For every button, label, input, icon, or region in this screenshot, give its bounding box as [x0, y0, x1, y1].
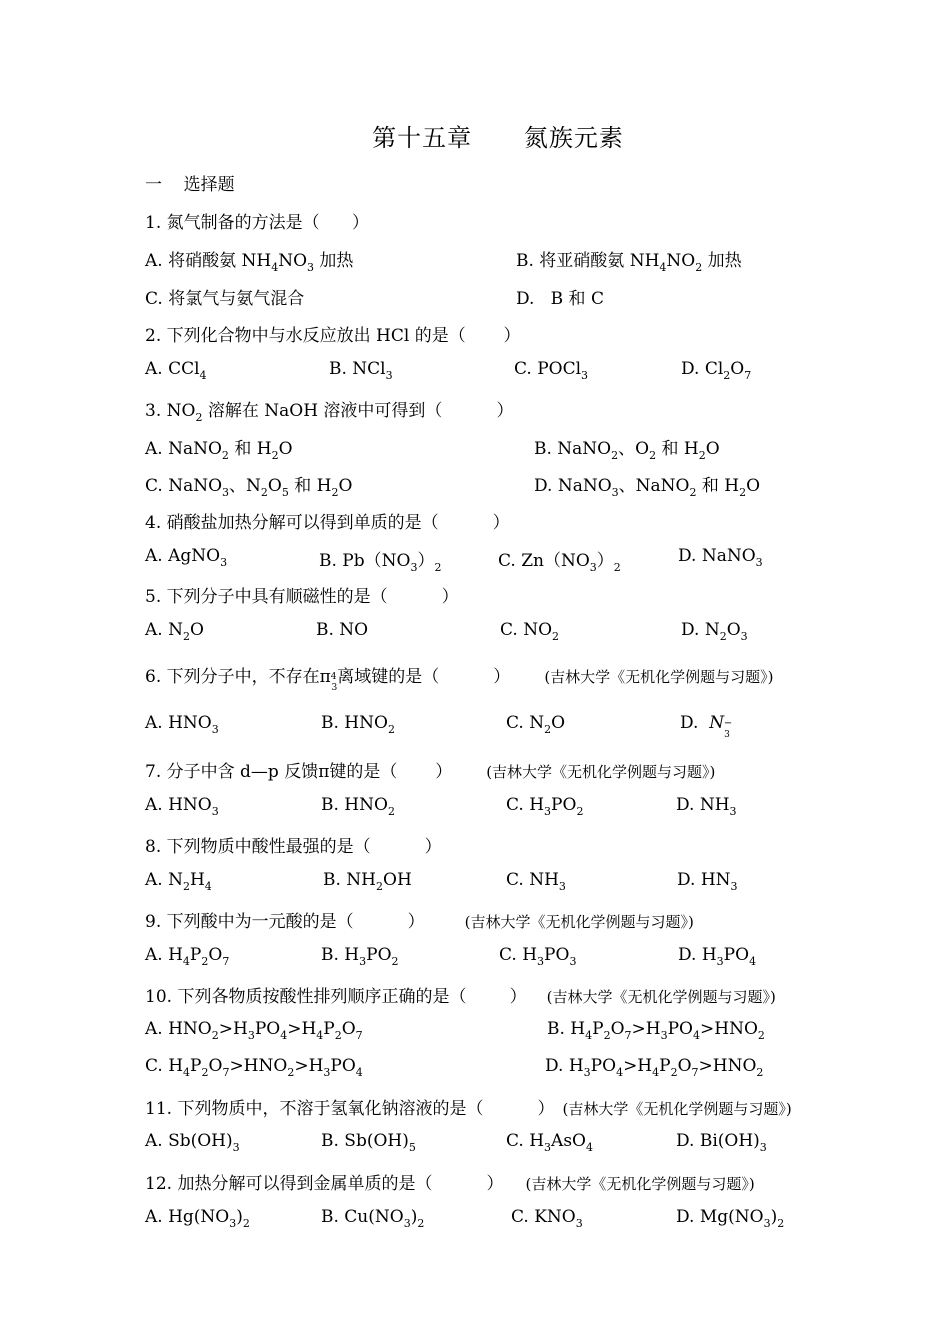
q6-text-pre: 6. 下列分子中，不存在π	[145, 667, 331, 687]
subscript: 2	[698, 449, 706, 462]
q9-option-d: D. $H_3PO_4$	[678, 945, 757, 968]
q3-option-a: A. NaNO$_2$ 和 $H_2O$	[145, 439, 293, 462]
subscript: 4	[355, 1066, 363, 1079]
q5-option-d: D. $N_2O_3$	[681, 620, 748, 643]
subscript: 4	[183, 1066, 191, 1079]
subscript: 2	[695, 261, 703, 274]
q6-option-d-formula: N	[709, 713, 725, 733]
subscript: 3	[763, 1217, 771, 1230]
q1-option-b: B. 将亚硝酸氨 $NH_4NO_2$ 加热	[516, 251, 742, 274]
subscript: 2	[723, 369, 731, 382]
q11-option-b: B. $Sb(OH)_5$	[321, 1131, 416, 1154]
q2-option-d: D. $Cl_2O_7$	[681, 359, 752, 382]
q6-option-d-sup: −	[723, 718, 733, 729]
subscript: 2	[211, 1029, 219, 1042]
q6-pi-superscript: 4	[330, 672, 337, 682]
question-7	[145, 757, 715, 782]
q9-source: (吉林大学《无机化学例题与习题》)	[464, 913, 694, 931]
q2-option-b: B. NCl$_3$	[329, 359, 393, 382]
subscript: 2	[603, 1029, 611, 1042]
subscript: 3	[232, 1141, 240, 1154]
q9-option-c: C. $H_3PO_3$	[499, 945, 577, 968]
subscript: 2	[552, 630, 560, 643]
q10-option-c: C. $H_4P_2O_7>HNO_2>H_3PO_4$	[145, 1056, 363, 1079]
q12-option-c: C. $KNO_3$	[511, 1207, 583, 1230]
subscript: 2	[182, 630, 190, 643]
q5-option-c: C. $NO_2$	[500, 620, 560, 643]
subscript: 3	[716, 955, 724, 968]
q2-option-c: C. POCl$_3$	[514, 359, 589, 382]
q10-option-b: B. $H_4P_2O_7>H_3PO_4>HNO_2$	[547, 1019, 765, 1042]
subscript: 3	[589, 561, 597, 574]
q9-option-b: B. $H_3PO_2$	[321, 945, 399, 968]
q9-text: 9. 下列酸中为一元酸的是（ ）	[145, 912, 425, 932]
subscript: 4	[652, 1066, 660, 1079]
q8-option-b: B. $NH_2OH$	[323, 870, 412, 893]
subscript: 4	[659, 261, 667, 274]
q12-option-d: D. $Mg(NO_3)_2$	[676, 1207, 785, 1230]
question-6	[145, 662, 774, 693]
q8-option-c: C. $NH_3$	[506, 870, 566, 893]
subscript: 3	[220, 556, 228, 569]
subscript: 3	[537, 955, 545, 968]
subscript: 2	[387, 805, 395, 818]
subscript: 2	[271, 449, 279, 462]
subscript: 3	[581, 369, 589, 382]
q4-option-c: C. $Zn(NO_3)_2$	[498, 551, 621, 574]
subscript: 4	[199, 369, 207, 382]
subscript: 4	[204, 880, 212, 893]
q6-option-d-sub: 3	[724, 730, 730, 740]
subscript: 7	[691, 1066, 699, 1079]
subscript: 2	[670, 1066, 678, 1079]
subscript: 3	[403, 1217, 411, 1230]
question-8: 8. 下列物质中酸性最强的是（ ）	[145, 837, 442, 857]
subscript: 3	[558, 880, 566, 893]
subscript: 4	[182, 955, 190, 968]
subscript: 2	[221, 449, 229, 462]
question-12	[145, 1169, 755, 1194]
subscript: 4	[616, 1066, 624, 1079]
subscript: 2	[417, 1217, 425, 1230]
subscript: 3	[410, 561, 418, 574]
q8-option-d: D. $HN_3$	[677, 870, 738, 893]
subscript: 3	[247, 1029, 255, 1042]
q10-source: (吉林大学《无机化学例题与习题》)	[546, 988, 776, 1006]
q6-option-b: B. $HNO_2$	[321, 713, 395, 736]
q10-text: 10. 下列各物质按酸性排列顺序正确的是（ ）	[145, 987, 527, 1007]
subscript: 7	[222, 955, 230, 968]
q6-pi-subscript: 3	[331, 683, 338, 693]
q3-option-d: D. NaNO$_3$、NaNO$_2$ 和 $H_2O$	[534, 476, 761, 499]
q7-option-a: A. $HNO_3$	[145, 795, 219, 818]
subscript: 7	[744, 369, 752, 382]
subscript: 2	[242, 1217, 250, 1230]
q6-text-post: 离域键的是（ ）	[337, 667, 511, 687]
subscript: 2	[719, 630, 727, 643]
subscript: 3	[611, 486, 619, 499]
section-heading: 一 选择题	[145, 175, 235, 195]
q1-option-d: D. B 和 C	[516, 289, 604, 309]
q1-option-a: A. 将硝酸氨 $NH_4NO_3$ 加热	[145, 251, 354, 274]
subscript: 2	[613, 561, 621, 574]
subscript: 2	[260, 486, 268, 499]
q5-option-b: B. NO	[316, 620, 369, 640]
question-11	[145, 1094, 792, 1119]
q3-option-c: C. NaNO$_3$、$N_2O_5$ 和 $H_2O$	[145, 476, 353, 499]
subscript: 4	[586, 1141, 593, 1154]
q12-option-b: B. $Cu(NO_3)_2$	[321, 1207, 425, 1230]
q8-option-a: A. $N_2H_4$	[145, 870, 212, 893]
q11-source: (吉林大学《无机化学例题与习题》)	[562, 1100, 792, 1118]
question-2: 2. 下列化合物中与水反应放出 HCl 的是（ ）	[145, 326, 521, 346]
subscript: 7	[355, 1029, 363, 1042]
question-9	[145, 907, 694, 932]
subscript: 3	[222, 486, 230, 499]
question-3: 3. $NO_2$ 溶解在 NaOH 溶液中可得到（ ）	[145, 401, 514, 424]
subscript: 3	[583, 1066, 591, 1079]
subscript: 4	[693, 1029, 700, 1042]
subscript: 3	[359, 955, 367, 968]
subscript: 5	[408, 1141, 416, 1154]
q1-option-c: C. 将氯气与氨气混合	[145, 289, 305, 309]
subscript: 7	[624, 1029, 632, 1042]
subscript: 2	[287, 1066, 295, 1079]
subscript: 3	[544, 1141, 552, 1154]
q7-option-c: C. $H_3PO_2$	[506, 795, 584, 818]
q4-option-a: A. AgNO$_3$	[145, 546, 228, 569]
subscript: 2	[576, 805, 584, 818]
q10-option-a: A. $HNO_2>H_3PO_4>H_4P_2O_7$	[145, 1019, 363, 1042]
q6-option-c: C. $N_2O$	[506, 713, 566, 736]
subscript: 2	[334, 1029, 342, 1042]
subscript: 7	[222, 1066, 230, 1079]
subscript: 2	[391, 955, 399, 968]
subscript: 2	[544, 723, 552, 736]
subscript: 4	[271, 261, 279, 274]
subscript: 2	[649, 449, 657, 462]
q7-text: 7. 分子中含 d—p 反馈π键的是（ ）	[145, 762, 453, 782]
q4-option-d: D. NaNO$_3$	[678, 546, 763, 569]
q12-source: (吉林大学《无机化学例题与习题》)	[525, 1175, 755, 1193]
subscript: 2	[331, 486, 339, 499]
q5-option-a: A. $N_2O$	[145, 620, 204, 643]
q2-option-a: A. CCl$_4$	[145, 359, 207, 382]
subscript: 2	[195, 411, 203, 424]
subscript: 3	[729, 805, 737, 818]
q11-text: 11. 下列物质中，不溶于氢氧化钠溶液的是（ ）	[145, 1099, 555, 1119]
subscript: 2	[434, 561, 442, 574]
subscript: 2	[201, 955, 209, 968]
subscript: 3	[323, 1066, 331, 1079]
q11-option-a: A. $Sb(OH)_3$	[145, 1131, 240, 1154]
subscript: 3	[307, 261, 315, 274]
subscript: 3	[740, 630, 748, 643]
q12-text: 12. 加热分解可以得到金属单质的是（ ）	[145, 1174, 504, 1194]
subscript: 3	[759, 1141, 767, 1154]
q3-option-b: B. NaNO$_2$、$O_2$ 和 $H_2O$	[534, 439, 720, 462]
subscript: 2	[777, 1217, 785, 1230]
subscript: 2	[376, 880, 384, 893]
subscript: 3	[211, 723, 219, 736]
question-10	[145, 982, 776, 1007]
subscript: 3	[229, 1217, 237, 1230]
subscript: 2	[201, 1066, 209, 1079]
subscript: 2	[757, 1029, 765, 1042]
q12-option-a: A. $Hg(NO_3)_2$	[145, 1207, 250, 1230]
q6-source: (吉林大学《无机化学例题与习题》)	[544, 668, 774, 686]
q6-option-d-label: D.	[680, 713, 699, 733]
subscript: 3	[385, 369, 393, 382]
subscript: 3	[730, 880, 738, 893]
subscript: 5	[281, 486, 289, 499]
subscript: 3	[575, 1217, 583, 1230]
subscript: 3	[544, 805, 552, 818]
q11-option-d: D. $Bi(OH)_3$	[676, 1131, 767, 1154]
q6-option-d	[680, 713, 733, 740]
q10-option-d: D. $H_3PO_4>H_4P_2O_7>HNO_2$	[545, 1056, 764, 1079]
question-5: 5. 下列分子中具有顺磁性的是（ ）	[145, 587, 459, 607]
question-1: 1. 氮气制备的方法是（ ）	[145, 213, 370, 233]
subscript: 2	[756, 1066, 764, 1079]
subscript: 3	[755, 556, 763, 569]
subscript: 2	[689, 486, 697, 499]
chapter-title: 第十五章 氮族元素	[372, 124, 624, 152]
subscript: 4	[316, 1029, 324, 1042]
q7-option-d: D. $NH_3$	[676, 795, 737, 818]
subscript: 2	[182, 880, 190, 893]
subscript: 3	[569, 955, 577, 968]
subscript: 2	[387, 723, 395, 736]
subscript: 3	[211, 805, 219, 818]
question-4: 4. 硝酸盐加热分解可以得到单质的是（ ）	[145, 513, 510, 533]
subscript: 4	[585, 1029, 593, 1042]
subscript: 3	[660, 1029, 668, 1042]
subscript: 2	[611, 449, 619, 462]
q9-option-a: A. $H_4P_2O_7$	[145, 945, 230, 968]
q7-option-b: B. $HNO_2$	[321, 795, 395, 818]
subscript: 4	[749, 955, 757, 968]
q4-option-b: B. $Pb(NO_3)_2$	[319, 551, 442, 574]
q6-option-a: A. $HNO_3$	[145, 713, 219, 736]
q7-source: (吉林大学《无机化学例题与习题》)	[486, 763, 716, 781]
subscript: 4	[280, 1029, 288, 1042]
q11-option-c: C. $H_3AsO_4$	[506, 1131, 593, 1154]
subscript: 2	[739, 486, 747, 499]
